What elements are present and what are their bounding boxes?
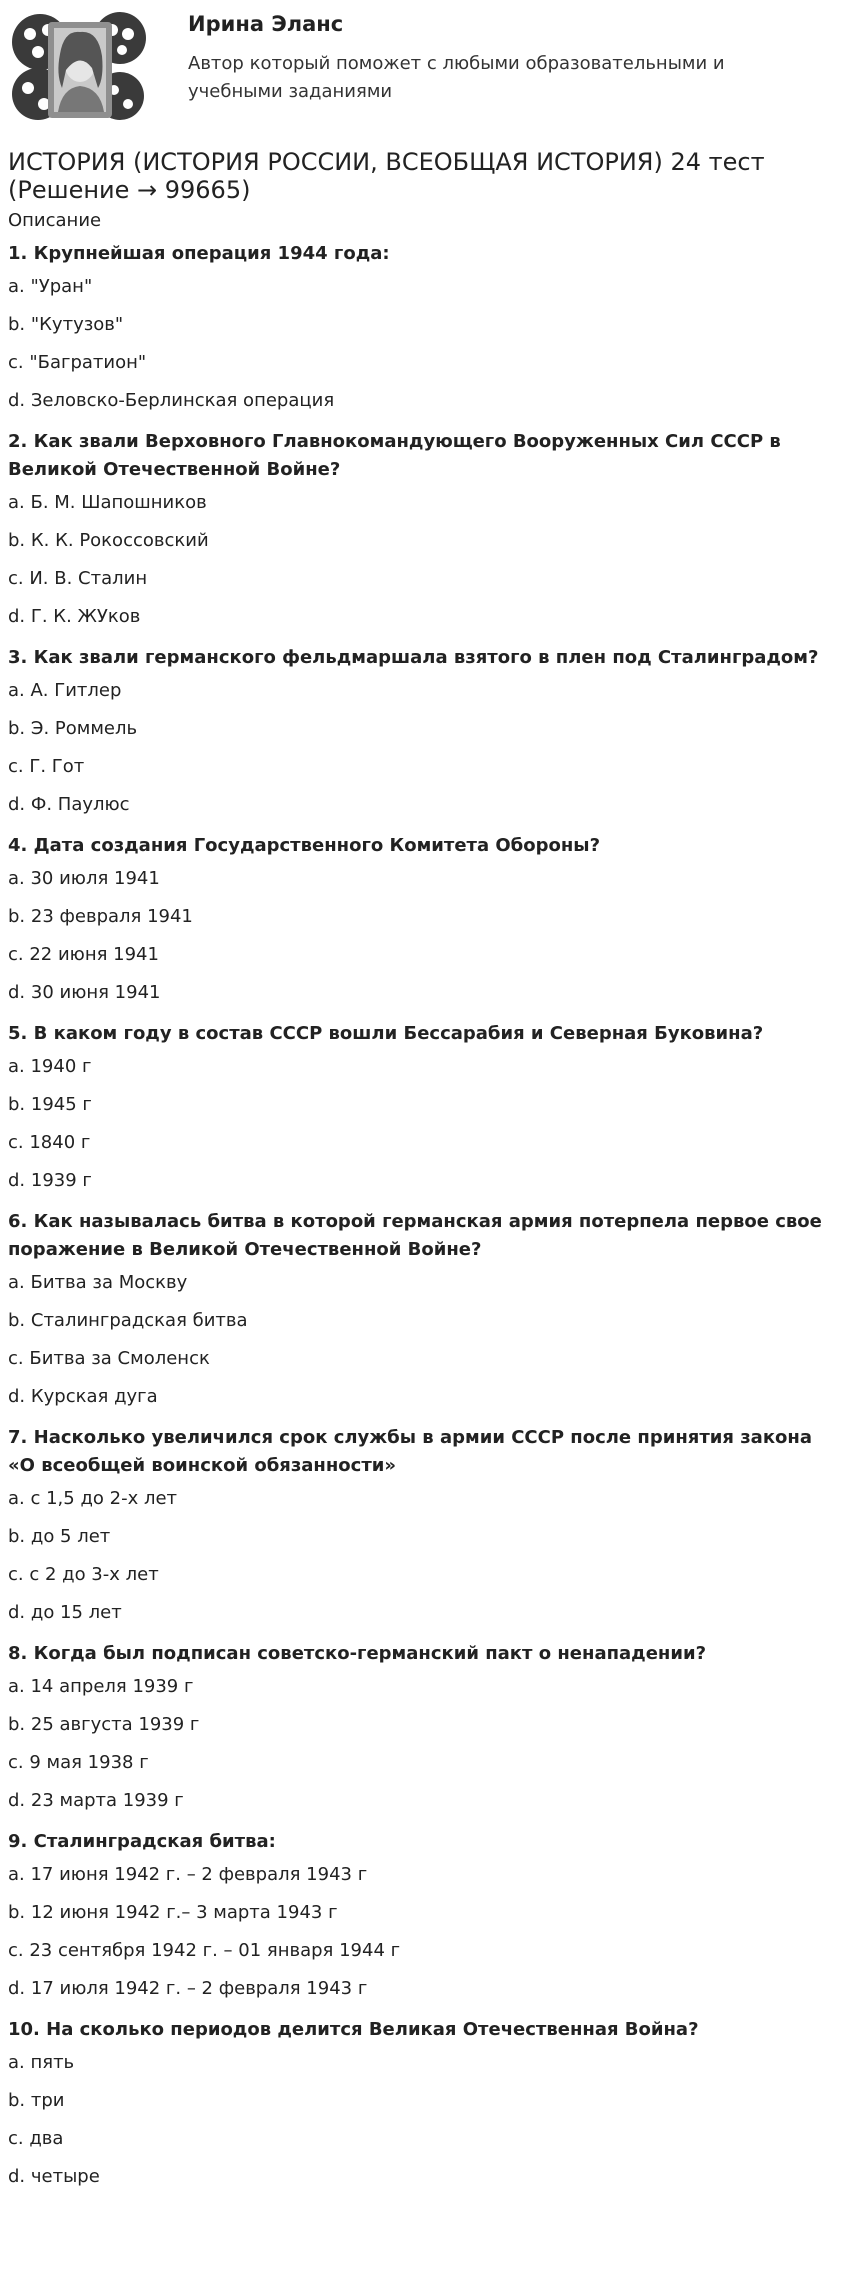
answer-option: c. 23 сентября 1942 г. – 01 января 1944 г xyxy=(8,1940,401,1961)
question-text: 3. Как звали германского фельдмаршала взятого в плен под Сталинградом? xyxy=(8,647,819,668)
question-text: 8. Когда был подписан советско-германский пакт о ненападении? xyxy=(8,1643,707,1664)
answer-option: c. 22 июня 1941 xyxy=(8,944,159,965)
answer-option: b. 25 августа 1939 г xyxy=(8,1714,200,1735)
answer-option: c. Битва за Смоленск xyxy=(8,1348,210,1369)
answer-option: a. 1940 г xyxy=(8,1056,92,1077)
question-text: 6. Как называлась битва в которой германская армия потерпела первое свое поражение в Великой Отечественной Войне? xyxy=(8,1211,822,1260)
question-text: 2. Как звали Верховного Главнокомандующего Вооруженных Сил СССР в Великой Отечественной Войне? xyxy=(8,431,781,480)
author-description: Автор который поможет с любыми образовательными и учебными заданиями xyxy=(188,53,725,102)
answer-option: c. 1840 г xyxy=(8,1132,91,1153)
avatar[interactable] xyxy=(8,8,150,126)
author-card xyxy=(8,0,839,128)
answer-option: c. два xyxy=(8,2128,64,2149)
answer-option: a. 30 июля 1941 xyxy=(8,868,160,889)
answer-option: a. "Уран" xyxy=(8,276,93,297)
answer-option: b. "Кутузов" xyxy=(8,314,124,335)
answer-option: d. Ф. Паулюс xyxy=(8,794,130,815)
author-info xyxy=(188,8,788,106)
answer-option: d. Курская дуга xyxy=(8,1386,158,1407)
answer-option: d. 30 июня 1941 xyxy=(8,982,161,1003)
answer-option: a. пять xyxy=(8,2052,75,2073)
questions-list xyxy=(8,240,839,2188)
answer-option: d. четыре xyxy=(8,2166,100,2187)
answer-option: d. до 15 лет xyxy=(8,1602,122,1623)
answer-option: b. Э. Роммель xyxy=(8,718,138,739)
answer-option: a. Б. М. Шапошников xyxy=(8,492,207,513)
answer-option: b. 12 июня 1942 г.– 3 марта 1943 г xyxy=(8,1902,338,1923)
answer-option: d. 23 марта 1939 г xyxy=(8,1790,184,1811)
answer-option: c. И. В. Сталин xyxy=(8,568,148,589)
author-name[interactable]: Ирина Эланс xyxy=(188,12,344,36)
answer-option: b. 23 февраля 1941 xyxy=(8,906,193,927)
answer-option: a. 17 июня 1942 г. – 2 февраля 1943 г xyxy=(8,1864,368,1885)
question-text: 7. Насколько увеличился срок службы в армии СССР после принятия закона «О всеобщей воинской обязанности» xyxy=(8,1427,812,1476)
answer-option: a. 14 апреля 1939 г xyxy=(8,1676,194,1697)
answer-option: a. Битва за Москву xyxy=(8,1272,188,1293)
answer-option: b. три xyxy=(8,2090,65,2111)
answer-option: b. К. К. Рокоссовский xyxy=(8,530,209,551)
answer-option: d. 1939 г xyxy=(8,1170,92,1191)
film-reel-avatar-image xyxy=(8,8,150,126)
answer-option: d. Зеловско-Берлинская операция xyxy=(8,390,335,411)
answer-option: b. до 5 лет xyxy=(8,1526,111,1547)
answer-option: d. 17 июля 1942 г. – 2 февраля 1943 г xyxy=(8,1978,368,1999)
answer-option: c. Г. Гот xyxy=(8,756,85,777)
answer-option: b. Сталинградская битва xyxy=(8,1310,248,1331)
question-text: 10. На сколько периодов делится Великая Отечественная Война? xyxy=(8,2019,699,2040)
description-label: Описание xyxy=(8,210,102,231)
question-text: 4. Дата создания Государственного Комитета Обороны? xyxy=(8,835,601,856)
answer-option: c. "Багратион" xyxy=(8,352,147,373)
question-text: 9. Сталинградская битва: xyxy=(8,1831,276,1852)
page-title: ИСТОРИЯ (ИСТОРИЯ РОССИИ, ВСЕОБЩАЯ ИСТОРИЯ) 24 тест (Решение → 99665) xyxy=(8,148,765,204)
answer-option: b. 1945 г xyxy=(8,1094,92,1115)
answer-option: d. Г. К. ЖУков xyxy=(8,606,141,627)
question-text: 1. Крупнейшая операция 1944 года: xyxy=(8,243,390,264)
answer-option: c. с 2 до 3-х лет xyxy=(8,1564,159,1585)
answer-option: a. с 1,5 до 2-х лет xyxy=(8,1488,178,1509)
answer-option: a. А. Гитлер xyxy=(8,680,122,701)
question-text: 5. В каком году в состав СССР вошли Бессарабия и Северная Буковина? xyxy=(8,1023,764,1044)
answer-option: c. 9 мая 1938 г xyxy=(8,1752,149,1773)
